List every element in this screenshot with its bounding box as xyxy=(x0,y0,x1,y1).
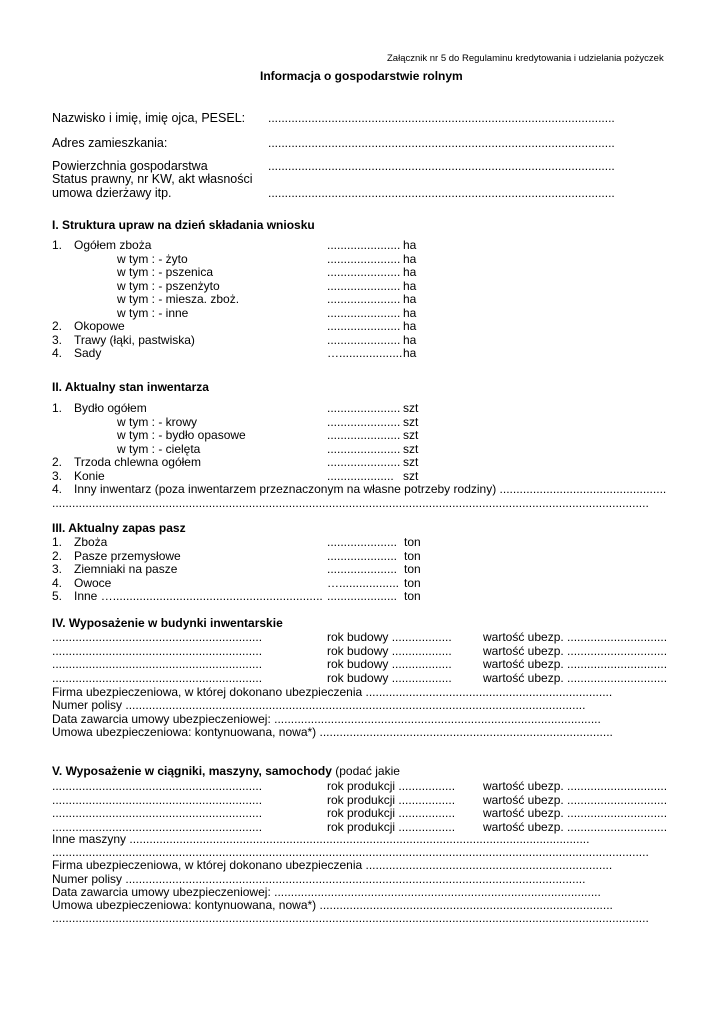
section2-heading: II. Aktualny stan inwentarza xyxy=(52,380,209,394)
section3-item-unit: ton xyxy=(404,548,421,563)
section1-item-unit: ha xyxy=(403,292,417,306)
section2-item-label: Trzoda chlewna ogółem xyxy=(74,455,201,469)
section5-row-name-field[interactable]: ............................................................... xyxy=(52,792,263,807)
section3-item-number: 1. xyxy=(52,535,63,549)
section1-item-unit: ha xyxy=(403,305,417,320)
section5-row-name-field[interactable]: ............................................................... xyxy=(52,779,263,793)
section4-row-year-field[interactable]: rok budowy .................. xyxy=(327,630,452,644)
section4-row-year-field[interactable]: rok budowy .................. xyxy=(327,643,452,658)
section1-item-label: w tym : - miesza. zboż. xyxy=(117,292,240,306)
section2-item-unit: szt xyxy=(403,455,419,469)
section2-item-label: w tym : - cielęta xyxy=(117,441,201,456)
section1-item-value-field[interactable]: ...................... xyxy=(327,251,401,266)
section4-row-value-field[interactable]: wartość ubezp. .............................. xyxy=(483,670,668,685)
section2-item-label: Bydło ogółem xyxy=(74,401,147,415)
policy-field-2[interactable]: Numer polisy .......................................................................................................................................... xyxy=(52,872,586,886)
section1-item-unit: ha xyxy=(403,332,417,347)
section3-item-value-field[interactable]: ….................. xyxy=(327,575,400,590)
section1-item-unit: ha xyxy=(403,278,417,293)
section2-item-number: 3. xyxy=(52,468,63,483)
section2-item-value-field[interactable]: ...................... xyxy=(327,414,401,429)
section2-item-unit: szt xyxy=(403,428,419,442)
section2-item-value-field[interactable]: ...................... xyxy=(327,441,401,456)
section3-item-number: 2. xyxy=(52,548,63,563)
section1-item-unit: ha xyxy=(403,346,417,360)
section4-row-value-field[interactable]: wartość ubezp. .............................. xyxy=(483,657,668,671)
contract-date-field[interactable]: Data zawarcia umowy ubezpieczeniowej: .................................................................................................. xyxy=(52,712,601,726)
section1-item-label: Trawy (łąki, pastwiska) xyxy=(74,332,195,347)
section4-heading: IV. Wyposażenie w budynki inwentarskie xyxy=(52,616,283,630)
section3-item-number: 5. xyxy=(52,589,63,603)
section3-item-number: 3. xyxy=(52,562,63,576)
other-livestock-dots[interactable]: ................................................................................................................................................................................... xyxy=(52,496,649,510)
section2-item-value-field[interactable]: .................... xyxy=(327,468,394,483)
section1-item-number: 2. xyxy=(52,319,63,333)
section3-item-value-field[interactable]: ..................... xyxy=(327,562,398,576)
section4-row-name-field[interactable]: ............................................................... xyxy=(52,643,263,658)
section4-row-name-field[interactable]: ............................................................... xyxy=(52,630,263,644)
section2-item-label: w tym : - bydło opasowe xyxy=(117,428,246,442)
other-machines-field[interactable]: Inne maszyny .......................................................................................................................................... xyxy=(52,832,590,846)
area-label: Powierzchnia gospodarstwa xyxy=(52,159,208,173)
section1-item-value-field[interactable]: ...................... xyxy=(327,305,401,320)
section1-item-value-field[interactable]: ...................... xyxy=(327,332,401,347)
address-label: Adres zamieszkania: xyxy=(52,136,168,150)
section1-item-number: 3. xyxy=(52,332,63,347)
section5-row-name-field[interactable]: ............................................................... xyxy=(52,806,263,820)
section5-row-value-field[interactable]: wartość ubezp. .............................. xyxy=(483,792,668,807)
other-machines-dots[interactable]: ................................................................................................................................................................................... xyxy=(52,845,649,859)
section1-item-value-field[interactable]: …................... xyxy=(327,346,403,360)
annex-note: Załącznik nr 5 do Regulaminu kredytowania i udzielania pożyczek xyxy=(387,53,664,64)
section1-heading: I. Struktura upraw na dzień składania wniosku xyxy=(52,218,315,232)
section2-item-label: w tym : - krowy xyxy=(117,414,197,429)
section5-row-year-field[interactable]: rok produkcji ................. xyxy=(327,806,456,820)
section5-row-value-field[interactable]: wartość ubezp. .............................. xyxy=(483,819,668,834)
section4-row-year-field[interactable]: rok budowy .................. xyxy=(327,657,452,671)
section1-item-label: w tym : - żyto xyxy=(117,251,188,266)
section1-item-unit: ha xyxy=(403,251,417,266)
section4-row-name-field[interactable]: ............................................................... xyxy=(52,657,263,671)
final-dots[interactable]: ................................................................................................................................................................................... xyxy=(52,911,649,925)
page-title: Informacja o gospodarstwie rolnym xyxy=(260,69,463,83)
section5-heading-note: (podać jakie xyxy=(331,764,400,778)
section1-item-value-field[interactable]: ...................... xyxy=(327,319,401,333)
section1-item-value-field[interactable]: ...................... xyxy=(327,292,401,306)
contract-type-field-2[interactable]: Umowa ubezpieczeniowa: kontynuowana, nowa*) ........................................................................................ xyxy=(52,898,613,912)
lease-label: umowa dzierżawy itp. xyxy=(52,186,172,200)
section3-item-unit: ton xyxy=(404,562,421,576)
section3-item-value-field[interactable]: ..................... xyxy=(327,535,398,549)
section5-row-name-field[interactable]: ............................................................... xyxy=(52,819,263,834)
section3-item-unit: ton xyxy=(404,535,421,549)
section3-item-unit: ton xyxy=(404,589,421,603)
section2-item-value-field[interactable]: ...................... xyxy=(327,428,401,442)
section5-heading-bold: V. Wyposażenie w ciągniki, maszyny, samochody xyxy=(52,764,332,778)
name-label: Nazwisko i imię, imię ojca, PESEL: xyxy=(52,111,246,125)
section4-row-year-field[interactable]: rok budowy .................. xyxy=(327,670,452,685)
section2-item-value-field[interactable]: ...................... xyxy=(327,455,401,469)
section3-item-number: 4. xyxy=(52,575,63,590)
section1-item-label: w tym : - pszenżyto xyxy=(117,278,220,293)
section1-item-unit: ha xyxy=(403,238,417,252)
insurer-field-2[interactable]: Firma ubezpieczeniowa, w której dokonano ubezpieczenia .......................................................................... xyxy=(52,858,613,872)
section1-item-label: Ogółem zboża xyxy=(74,238,152,252)
section4-row-value-field[interactable]: wartość ubezp. .............................. xyxy=(483,643,668,658)
section2-item-unit: szt xyxy=(403,468,419,483)
section4-row-name-field[interactable]: ............................................................... xyxy=(52,670,263,685)
section1-item-label: w tym : - inne xyxy=(117,305,189,320)
section5-row-year-field[interactable]: rok produkcji ................. xyxy=(327,792,456,807)
section2-item-number: 1. xyxy=(52,401,63,415)
section1-item-unit: ha xyxy=(403,265,417,279)
other-livestock-field[interactable]: Inny inwentarz (poza inwentarzem przeznaczonym na własne potrzeby rodziny) .................................................. xyxy=(74,482,667,496)
section1-item-value-field[interactable]: ...................... xyxy=(327,265,401,279)
section3-item-unit: ton xyxy=(404,575,421,590)
lease-field[interactable]: ........................................................................................................ xyxy=(268,186,615,200)
section3-item-value-field[interactable]: ..................... xyxy=(327,589,398,603)
section4-row-value-field[interactable]: wartość ubezp. .............................. xyxy=(483,630,668,644)
section2-item-label: Konie xyxy=(74,468,105,483)
section2-item-unit: szt xyxy=(403,414,419,429)
section1-item-label: Sady xyxy=(74,346,102,360)
section2-item-unit: szt xyxy=(403,441,419,456)
section3-item-value-field[interactable]: ..................... xyxy=(327,548,398,563)
section5-row-year-field[interactable]: rok produkcji ................. xyxy=(327,779,456,793)
contract-type-field[interactable]: Umowa ubezpieczeniowa: kontynuowana, nowa*) ........................................................................................ xyxy=(52,725,613,739)
section3-item-label: Ziemniaki na pasze xyxy=(74,562,178,576)
section3-item-label: Owoce xyxy=(74,575,112,590)
section1-item-value-field[interactable]: ...................... xyxy=(327,278,401,293)
section5-heading xyxy=(52,764,400,778)
address-field[interactable]: ........................................................................................................ xyxy=(268,136,615,150)
section2-item-number: 2. xyxy=(52,455,63,469)
area-field[interactable]: ........................................................................................................ xyxy=(268,159,615,173)
section1-item-number: 4. xyxy=(52,346,63,360)
section2-item-value-field[interactable]: ...................... xyxy=(327,401,401,415)
section3-item-label: Zboża xyxy=(74,535,108,549)
policy-field[interactable]: Numer polisy .......................................................................................................................................... xyxy=(52,698,586,712)
section3-item-label: Pasze przemysłowe xyxy=(74,548,181,563)
other-livestock-num: 4. xyxy=(52,482,63,496)
section5-row-value-field[interactable]: wartość ubezp. .............................. xyxy=(483,806,668,820)
section1-item-unit: ha xyxy=(403,319,417,333)
name-field[interactable]: ........................................................................................................ xyxy=(268,111,615,125)
section3-heading: III. Aktualny zapas pasz xyxy=(52,521,186,535)
section1-item-label: w tym : - pszenica xyxy=(117,265,214,279)
section1-item-label: Okopowe xyxy=(74,319,125,333)
section2-item-unit: szt xyxy=(403,401,419,415)
section1-item-value-field[interactable]: ...................... xyxy=(327,238,401,252)
section1-item-number: 1. xyxy=(52,238,63,252)
section3-item-label: Inne …............................................................... xyxy=(74,589,323,603)
insurer-field[interactable]: Firma ubezpieczeniowa, w której dokonano ubezpieczenia .......................................................................... xyxy=(52,685,613,699)
section5-row-value-field[interactable]: wartość ubezp. .............................. xyxy=(483,779,668,793)
status-label: Status prawny, nr KW, akt własności xyxy=(52,172,253,186)
section5-row-year-field[interactable]: rok produkcji ................. xyxy=(327,819,456,834)
contract-date-field-2[interactable]: Data zawarcia umowy ubezpieczeniowej: .................................................................................................. xyxy=(52,885,601,899)
